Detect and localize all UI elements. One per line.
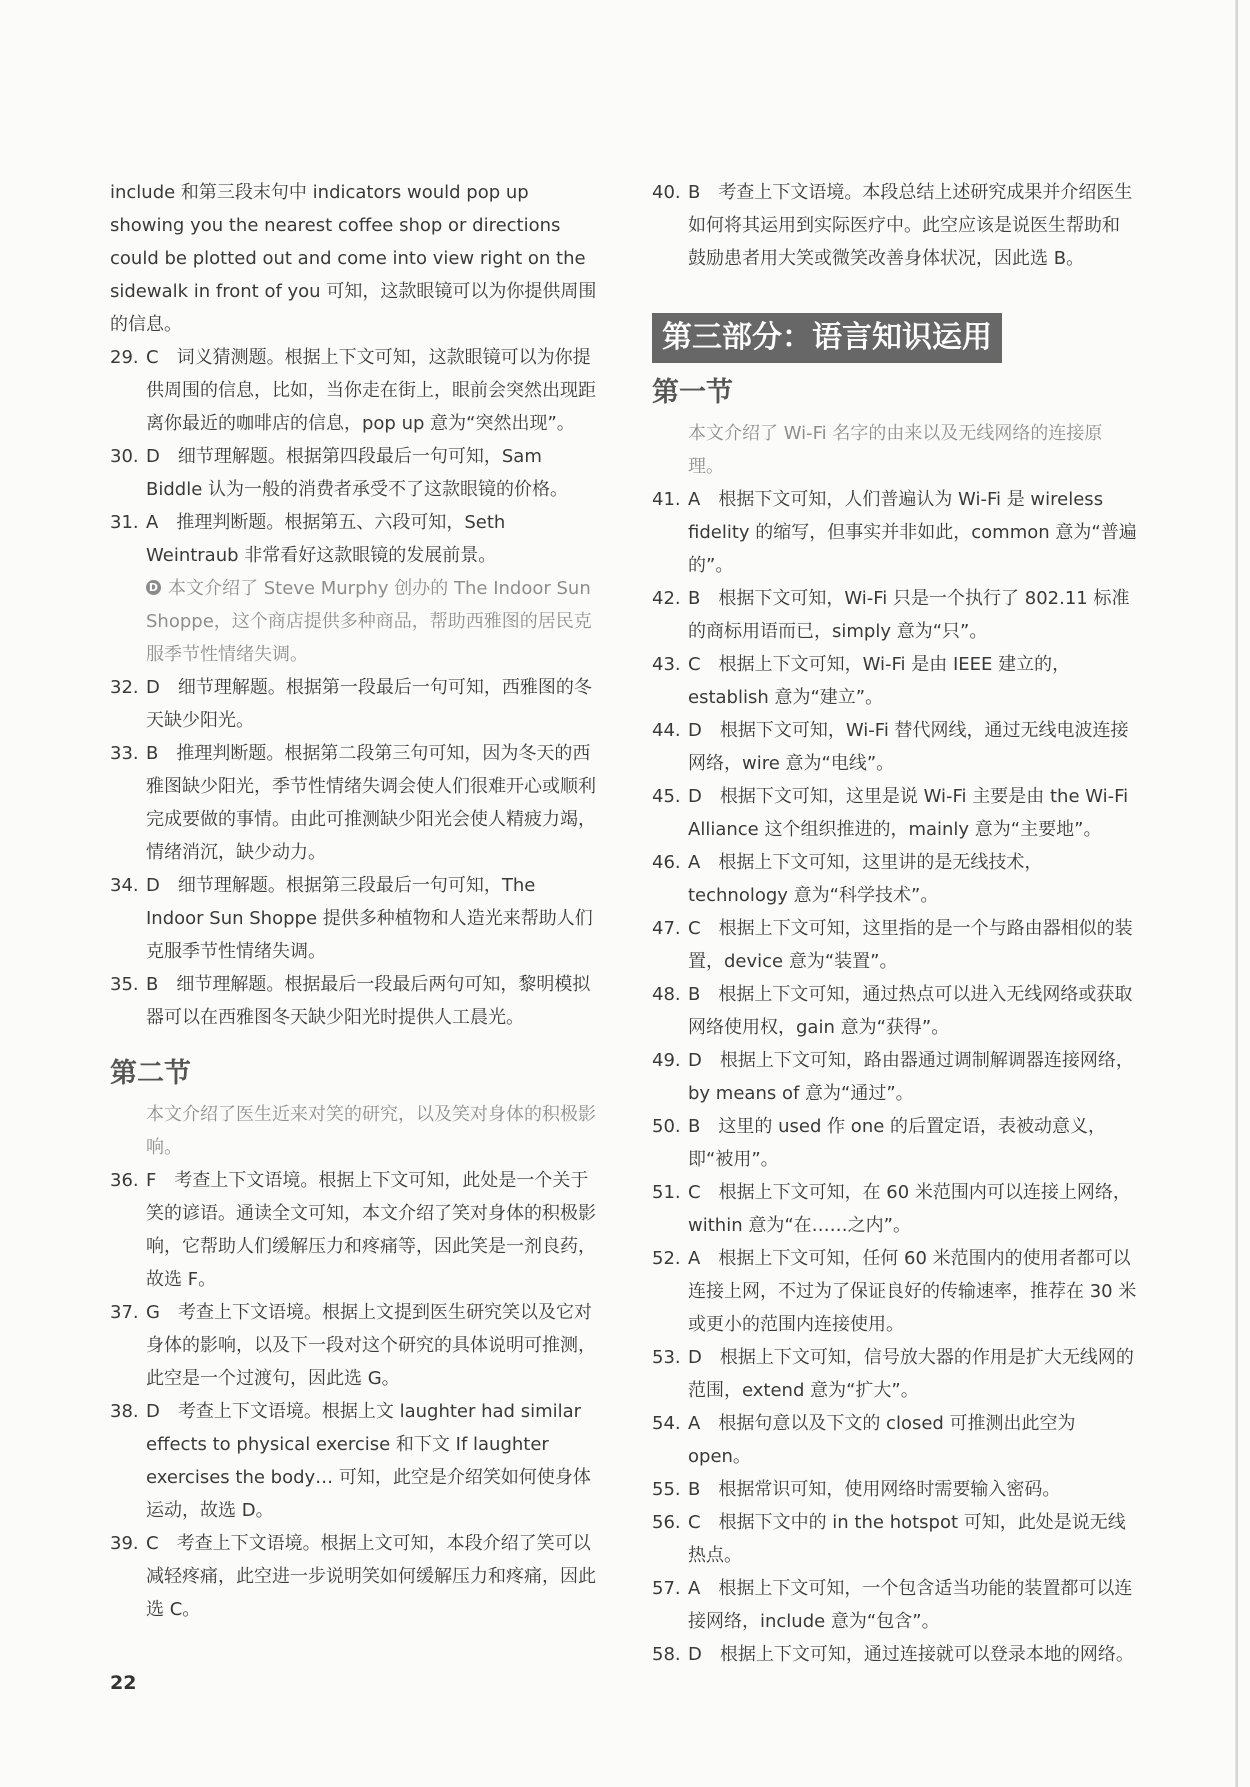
answer-explanation: 根据下文可知，这里是说 Wi-Fi 主要是由 the Wi-Fi Alliance 这个组织推进的，mainly 意为“主要地”。 bbox=[688, 786, 1129, 840]
right-column bbox=[652, 176, 1137, 1671]
answer-number: 49. bbox=[652, 1050, 681, 1071]
answer-number: 32. bbox=[110, 677, 139, 698]
answer-item bbox=[652, 582, 1137, 648]
part-3-title: 第三部分：语言知识运用 bbox=[652, 313, 1002, 363]
answer-option: D bbox=[688, 720, 702, 741]
answer-item bbox=[652, 1572, 1137, 1638]
answer-explanation: 根据上下文可知，这里讲的是无线技术，technology 意为“科学技术”。 bbox=[688, 852, 1043, 906]
answer-option: G bbox=[146, 1302, 160, 1323]
section-1-summary: 本文介绍了 Wi-Fi 名字的由来以及无线网络的连接原理。 bbox=[688, 423, 1103, 477]
answer-number: 45. bbox=[652, 786, 681, 807]
passage-summary-d bbox=[110, 572, 597, 671]
answer-item bbox=[652, 1242, 1137, 1341]
answer-number: 53. bbox=[652, 1347, 681, 1368]
answer-option: C bbox=[688, 1182, 701, 1203]
answer-explanation: 考查上下文语境。根据上文 laughter had similar effects to physical exercise 和下文 If laughter exercises the body… 可知，此空是介绍笑如何使身体运动，故选 D。 bbox=[146, 1401, 591, 1521]
answer-option: C bbox=[688, 1512, 701, 1533]
answer-number: 41. bbox=[652, 489, 681, 510]
answer-item bbox=[652, 1044, 1137, 1110]
answer-explanation: 细节理解题。根据最后一段最后两句可知，黎明模拟器可以在西雅图冬天缺少阳光时提供人工晨光。 bbox=[146, 974, 591, 1028]
answer-item bbox=[110, 1296, 597, 1395]
answer-explanation: 推理判断题。根据第二段第三句可知，因为冬天的西雅图缺少阳光，季节性情绪失调会使人们很难开心或顺利完成要做的事情。由此可推测缺少阳光会使人精疲力竭，情绪消沉，缺少动力。 bbox=[146, 743, 596, 863]
page-spine-shadow bbox=[1235, 0, 1238, 1787]
intro-continuation: include 和第三段末句中 indicators would pop up showing you the nearest coffee shop or directions could be plotted out and come into view right on the sidewalk in front of you 可知，这款眼镜可以为你提供周围的信息。 bbox=[110, 182, 597, 335]
answer-explanation: 细节理解题。根据第一段最后一句可知，西雅图的冬天缺少阳光。 bbox=[146, 677, 592, 731]
answer-explanation: 考查上下文语境。根据上文提到医生研究笑以及它对身体的影响，以及下一段对这个研究的具体说明可推测，此空是一个过渡句，因此选 G。 bbox=[146, 1302, 596, 1389]
answer-item bbox=[652, 978, 1137, 1044]
answer-explanation: 词义猜测题。根据上下文可知，这款眼镜可以为你提供周围的信息，比如，当你走在街上，眼前会突然出现距离你最近的咖啡店的信息，pop up 意为“突然出现”。 bbox=[146, 347, 596, 434]
answer-explanation: 根据上下文可知，任何 60 米范围内的使用者都可以连接上网，不过为了保证良好的传输速率，推荐在 30 米或更小的范围内连接使用。 bbox=[688, 1248, 1137, 1335]
answer-item bbox=[652, 714, 1137, 780]
answer-number: 51. bbox=[652, 1182, 681, 1203]
answer-item bbox=[652, 1341, 1137, 1407]
answer-number: 58. bbox=[652, 1644, 681, 1665]
answer-explanation: 考查上下文语境。本段总结上述研究成果并介绍医生如何将其运用到实际医疗中。此空应该是说医生帮助和鼓励患者用大笑或微笑改善身体状况，因此选 B。 bbox=[688, 182, 1133, 269]
answer-option: F bbox=[146, 1170, 157, 1191]
answer-option: A bbox=[688, 489, 701, 510]
answer-option: D bbox=[688, 786, 702, 807]
answer-item bbox=[110, 1164, 597, 1296]
answer-option: B bbox=[688, 1116, 701, 1137]
answer-number: 57. bbox=[652, 1578, 681, 1599]
answer-option: B bbox=[688, 984, 701, 1005]
answer-number: 40. bbox=[652, 182, 681, 203]
answer-option: D bbox=[146, 446, 160, 467]
answer-list-c bbox=[110, 1164, 597, 1626]
answer-item bbox=[110, 341, 597, 440]
answer-number: 37. bbox=[110, 1302, 139, 1323]
answer-item bbox=[110, 1527, 597, 1626]
answer-number: 55. bbox=[652, 1479, 681, 1500]
answer-option: B bbox=[688, 588, 701, 609]
answer-list-a bbox=[110, 341, 597, 572]
answer-item bbox=[110, 671, 597, 737]
answer-item bbox=[652, 1110, 1137, 1176]
answer-option: D bbox=[688, 1347, 702, 1368]
answer-number: 36. bbox=[110, 1170, 139, 1191]
answer-item bbox=[110, 440, 597, 506]
answer-option: A bbox=[688, 852, 701, 873]
section-2-title: 第二节 bbox=[110, 1058, 191, 1089]
answer-option: D bbox=[688, 1644, 702, 1665]
answer-number: 54. bbox=[652, 1413, 681, 1434]
answer-list-e bbox=[652, 483, 1137, 1671]
section-d-badge: D bbox=[146, 580, 161, 595]
answer-number: 33. bbox=[110, 743, 139, 764]
answer-option: A bbox=[688, 1578, 701, 1599]
answer-item bbox=[110, 869, 597, 968]
left-column bbox=[110, 176, 597, 1626]
answer-item bbox=[652, 912, 1137, 978]
answer-explanation: 根据下文可知，Wi-Fi 只是一个执行了 802.11 标准的商标用语而已，simply 意为“只”。 bbox=[688, 588, 1130, 642]
answer-number: 31. bbox=[110, 512, 139, 533]
answer-explanation: 考查上下文语境。根据上下文可知，此处是一个关于笑的谚语。通读全文可知，本文介绍了笑对身体的积极影响，它帮助人们缓解压力和疼痛等，因此笑是一剂良药，故选 F。 bbox=[146, 1170, 596, 1290]
answer-explanation: 细节理解题。根据第三段最后一句可知，The Indoor Sun Shoppe 提供多种植物和人造光来帮助人们克服季节性情绪失调。 bbox=[146, 875, 593, 962]
answer-number: 30. bbox=[110, 446, 139, 467]
answer-number: 39. bbox=[110, 1533, 139, 1554]
answer-item bbox=[652, 648, 1137, 714]
answer-explanation: 根据上下文可知，Wi-Fi 是由 IEEE 建立的，establish 意为“建立”。 bbox=[688, 654, 1071, 708]
answer-explanation: 根据上下文可知，信号放大器的作用是扩大无线网的范围，extend 意为“扩大”。 bbox=[688, 1347, 1134, 1401]
answer-number: 48. bbox=[652, 984, 681, 1005]
answer-option: D bbox=[688, 1050, 702, 1071]
answer-item bbox=[652, 176, 1137, 275]
answer-item bbox=[652, 1176, 1137, 1242]
answer-option: A bbox=[688, 1248, 701, 1269]
answer-item bbox=[652, 1506, 1137, 1572]
answer-item bbox=[110, 968, 597, 1034]
answer-explanation: 这里的 used 作 one 的后置定语，表被动意义，即“被用”。 bbox=[688, 1116, 1107, 1170]
answer-option: C bbox=[146, 1533, 159, 1554]
answer-explanation: 根据上下文可知，一个包含适当功能的装置都可以连接网络，include 意为“包含”。 bbox=[688, 1578, 1133, 1632]
section-1-title: 第一节 bbox=[652, 377, 733, 408]
answer-explanation: 考查上下文语境。根据上文可知，本段介绍了笑可以减轻疼痛，此空进一步说明笑如何缓解压力和疼痛，因此选 C。 bbox=[146, 1533, 596, 1620]
answer-option: B bbox=[146, 743, 159, 764]
answer-number: 44. bbox=[652, 720, 681, 741]
answer-number: 46. bbox=[652, 852, 681, 873]
answer-item bbox=[652, 846, 1137, 912]
answer-number: 42. bbox=[652, 588, 681, 609]
answer-option: B bbox=[688, 182, 701, 203]
answer-number: 35. bbox=[110, 974, 139, 995]
answer-explanation: 根据下文可知，人们普遍认为 Wi-Fi 是 wireless fidelity 的缩写，但事实并非如此，common 意为“普遍的”。 bbox=[688, 489, 1137, 576]
answer-explanation: 根据下文中的 in the hotspot 可知，此处是说无线热点。 bbox=[688, 1512, 1126, 1566]
answer-number: 50. bbox=[652, 1116, 681, 1137]
answer-number: 52. bbox=[652, 1248, 681, 1269]
answer-list-d bbox=[652, 176, 1137, 275]
answer-number: 38. bbox=[110, 1401, 139, 1422]
answer-explanation: 根据上下文可知，通过热点可以进入无线网络或获取网络使用权，gain 意为“获得”。 bbox=[688, 984, 1133, 1038]
answer-number: 56. bbox=[652, 1512, 681, 1533]
answer-item bbox=[652, 483, 1137, 582]
answer-option: D bbox=[146, 875, 160, 896]
answer-option: D bbox=[146, 677, 160, 698]
answer-option: A bbox=[146, 512, 159, 533]
answer-item bbox=[110, 737, 597, 869]
answer-item bbox=[110, 506, 597, 572]
answer-option: A bbox=[688, 1413, 701, 1434]
answer-explanation: 推理判断题。根据第五、六段可知，Seth Weintraub 非常看好这款眼镜的发展前景。 bbox=[146, 512, 506, 566]
answer-explanation: 根据上下文可知，通过连接就可以登录本地的网络。 bbox=[719, 1644, 1134, 1665]
answer-explanation: 根据上下文可知，在 60 米范围内可以连接上网络，within 意为“在……之内”。 bbox=[688, 1182, 1131, 1236]
answer-option: C bbox=[688, 918, 701, 939]
answer-explanation: 根据下文可知，Wi-Fi 替代网线，通过无线电波连接网络，wire 意为“电线”。 bbox=[688, 720, 1129, 774]
answer-item bbox=[652, 1407, 1137, 1473]
answer-option: C bbox=[146, 347, 159, 368]
section-2-summary: 本文介绍了医生近来对笑的研究，以及笑对身体的积极影响。 bbox=[146, 1104, 596, 1158]
answer-explanation: 细节理解题。根据第四段最后一句可知，Sam Biddle 认为一般的消费者承受不了这款眼镜的价格。 bbox=[146, 446, 568, 500]
answer-explanation: 根据上下文可知，路由器通过调制解调器连接网络，by means of 意为“通过”。 bbox=[688, 1050, 1134, 1104]
passage-summary-text: 本文介绍了 Steve Murphy 创办的 The Indoor Sun Shoppe，这个商店提供多种商品，帮助西雅图的居民克服季节性情绪失调。 bbox=[146, 578, 592, 665]
answer-option: B bbox=[688, 1479, 701, 1500]
answer-list-b bbox=[110, 671, 597, 1034]
answer-number: 43. bbox=[652, 654, 681, 675]
answer-option: D bbox=[146, 1401, 160, 1422]
answer-item bbox=[652, 1473, 1137, 1506]
answer-item bbox=[110, 1395, 597, 1527]
answer-number: 29. bbox=[110, 347, 139, 368]
page-number: 22 bbox=[110, 1672, 137, 1694]
answer-item bbox=[652, 1638, 1137, 1671]
answer-option: B bbox=[146, 974, 159, 995]
answer-explanation: 根据句意以及下文的 closed 可推测出此空为 open。 bbox=[688, 1413, 1076, 1467]
answer-item bbox=[652, 780, 1137, 846]
answer-option: C bbox=[688, 654, 701, 675]
answer-number: 34. bbox=[110, 875, 139, 896]
answer-number: 47. bbox=[652, 918, 681, 939]
answer-explanation: 根据常识可知，使用网络时需要输入密码。 bbox=[718, 1479, 1061, 1500]
answer-explanation: 根据上下文可知，这里指的是一个与路由器相似的装置，device 意为“装置”。 bbox=[688, 918, 1133, 972]
